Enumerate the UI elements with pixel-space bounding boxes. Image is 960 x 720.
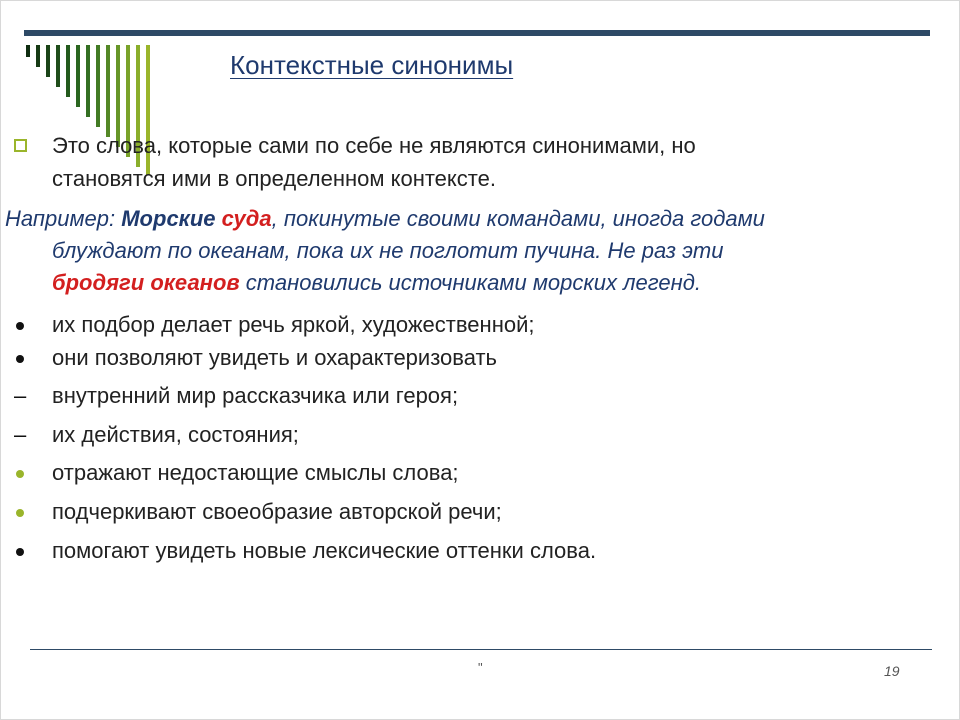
stripe [96, 45, 100, 127]
example-lead: Например: [5, 206, 122, 231]
example-word-morskie: Морские [121, 206, 222, 231]
stripe [76, 45, 80, 107]
bullet-dot-icon [16, 548, 24, 556]
example-line-3 [52, 270, 701, 296]
list-item: отражают недостающие смыслы слова; [52, 460, 459, 485]
example-phrase-brodyagi: бродяги океанов [52, 270, 240, 295]
list-item: помогают увидеть новые лексические оттенки слова. [52, 538, 597, 563]
square-bullet-icon [14, 139, 27, 152]
list-item: их подбор делает речь яркой, художественной; [52, 312, 535, 337]
footer-mark: " [478, 660, 483, 675]
example-rest-1: , покинутые своими командами, иногда годами [271, 206, 765, 231]
stripe [26, 45, 30, 57]
bullet-dash: – [14, 422, 27, 447]
list-item: подчеркивают своеобразие авторской речи; [52, 499, 502, 524]
stripe [116, 45, 120, 147]
stripe [86, 45, 90, 117]
bullet-dot-icon [16, 509, 24, 517]
bullet-dash: – [14, 383, 27, 408]
bullet-dot-icon [16, 470, 24, 478]
bottom-rule [30, 649, 932, 650]
stripe [106, 45, 110, 137]
stripe [46, 45, 50, 77]
intro-line-1: Это слова, которые сами по себе не являются синонимами, но [52, 133, 696, 158]
list-item: они позволяют увидеть и охарактеризовать [52, 345, 498, 370]
stripe [36, 45, 40, 67]
stripe [66, 45, 70, 97]
page-number: 19 [884, 663, 900, 679]
example-line-1 [5, 206, 765, 232]
example-rest-3: становились источниками морских легенд. [239, 270, 701, 295]
bullet-dot-icon [16, 355, 24, 363]
list-item: их действия, состояния; [52, 422, 299, 447]
stripe [56, 45, 60, 87]
example-line-2: блуждают по океанам, пока их не поглотит пучина. Не раз эти [52, 238, 724, 263]
list-item: внутренний мир рассказчика или героя; [52, 383, 459, 408]
bullet-dot-icon [16, 322, 24, 330]
example-word-suda: суда [221, 206, 272, 231]
intro-line-2: становятся ими в определенном контексте. [52, 166, 496, 191]
slide-title: Контекстные синонимы [230, 50, 514, 80]
